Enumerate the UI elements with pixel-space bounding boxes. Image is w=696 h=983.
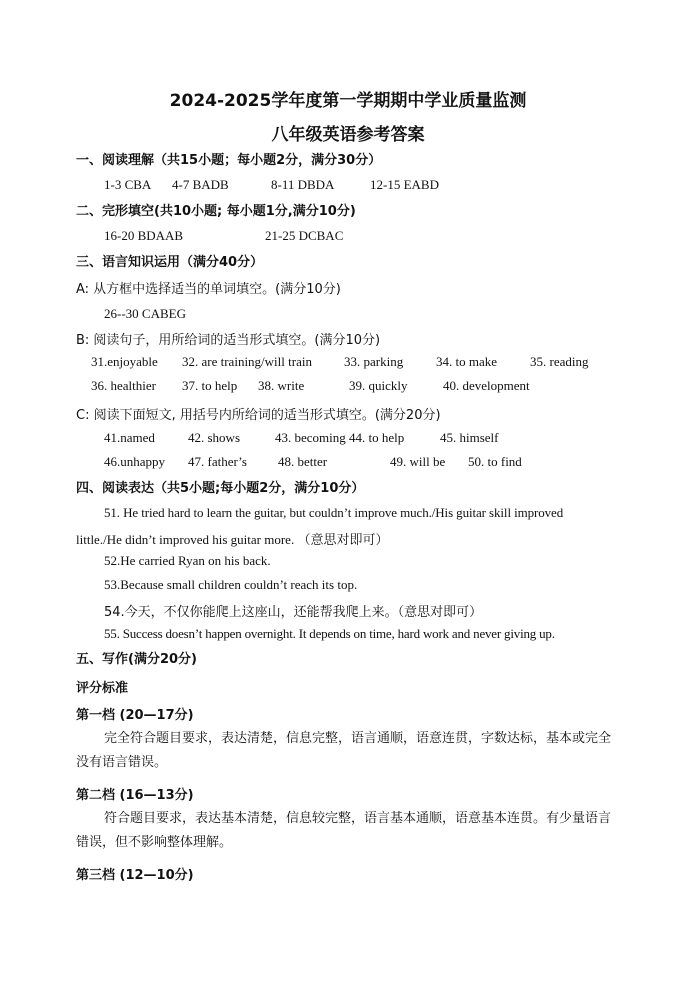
grade-3-heading: 第三档 (12—10分) (76, 868, 194, 883)
section-1-heading: 一、阅读理解（共15小题；每小题2分，满分30分） (76, 153, 382, 168)
document-subtitle: 八年级英语参考答案 (271, 125, 425, 145)
answer-51-line1: 51. He tried hard to learn the guitar, but couldn’t improve much./His guitar skill improved (104, 505, 564, 520)
section-3b-heading: B: 阅读句子，用所给词的适当形式填空。(满分10分) (76, 333, 381, 348)
answer-34: 34. to make (436, 354, 498, 369)
answer-50: 50. to find (468, 454, 522, 469)
answer-1-3: 1-3 CBA (104, 177, 152, 192)
document-title: 2024-2025学年度第一学期期中学业质量监测 (169, 91, 527, 111)
answer-37: 37. to help (182, 378, 238, 393)
answer-49: 49. will be (390, 454, 446, 469)
answer-45: 45. himself (440, 430, 499, 445)
answer-47: 47. father’s (188, 454, 247, 469)
section-2-heading: 二、完形填空(共10小题; 每小题1分,满分10分) (76, 204, 356, 219)
answer-12-15: 12-15 EABD (370, 177, 439, 192)
answer-38: 38. write (258, 378, 305, 393)
answer-55: 55. Success doesn’t happen overnight. It depends on time, hard work and never giving up. (104, 626, 555, 641)
answer-53: 53.Because small children couldn’t reach its top. (104, 577, 358, 592)
answer-52: 52.He carried Ryan on his back. (104, 553, 271, 568)
section-4-heading: 四、阅读表达（共5小题;每小题2分，满分10分） (76, 481, 365, 496)
answer-40: 40. development (443, 378, 530, 393)
answer-46: 46.unhappy (104, 454, 166, 469)
section-3c-heading: C: 阅读下面短文, 用括号内所给词的适当形式填空。(满分20分) (76, 408, 441, 423)
answer-33: 33. parking (344, 354, 404, 369)
answer-39: 39. quickly (349, 378, 408, 393)
section-5-heading: 五、写作(满分20分) (76, 652, 197, 667)
answer-41: 41.named (104, 430, 155, 445)
answer-48: 48. better (278, 454, 328, 469)
answer-43-44: 43. becoming 44. to help (275, 430, 405, 445)
scoring-criteria-label: 评分标准 (76, 681, 129, 696)
answer-36: 36. healthier (91, 378, 156, 393)
answer-21-25: 21-25 DCBAC (265, 228, 344, 243)
grade-2-description: 符合题目要求，表达基本清楚，信息较完整，语言基本通顺，语意基本连贯。有少量语言错误，但不影响整体理解。 (76, 811, 612, 850)
answer-8-11: 8-11 DBDA (271, 177, 335, 192)
answer-42: 42. shows (188, 430, 241, 445)
answer-35: 35. reading (530, 354, 589, 369)
answer-4-7: 4-7 BADB (172, 177, 229, 192)
answer-54: 54.今天，不仅你能爬上这座山，还能帮我爬上来。（意思对即可） (104, 605, 483, 620)
section-3a-heading: A: 从方框中选择适当的单词填空。(满分10分) (76, 282, 341, 297)
section-3-heading: 三、语言知识运用（满分40分） (76, 255, 264, 270)
answer-32: 32. are training/will train (182, 354, 312, 369)
answer-26-30: 26--30 CABEG (104, 306, 186, 321)
answer-31: 31.enjoyable (91, 354, 158, 369)
grade-2-heading: 第二档 (16—13分) (76, 788, 194, 803)
grade-1-description: 完全符合题目要求，表达清楚，信息完整，语言通顺，语意连贯，字数达标，基本或完全没有语言错误。 (76, 731, 612, 770)
grade-1-heading: 第一档 (20—17分) (76, 708, 194, 723)
answer-51-line2: little./He didn’t improved his guitar more. （意思对即可） (76, 532, 389, 547)
answer-16-20: 16-20 BDAAB (104, 228, 184, 243)
